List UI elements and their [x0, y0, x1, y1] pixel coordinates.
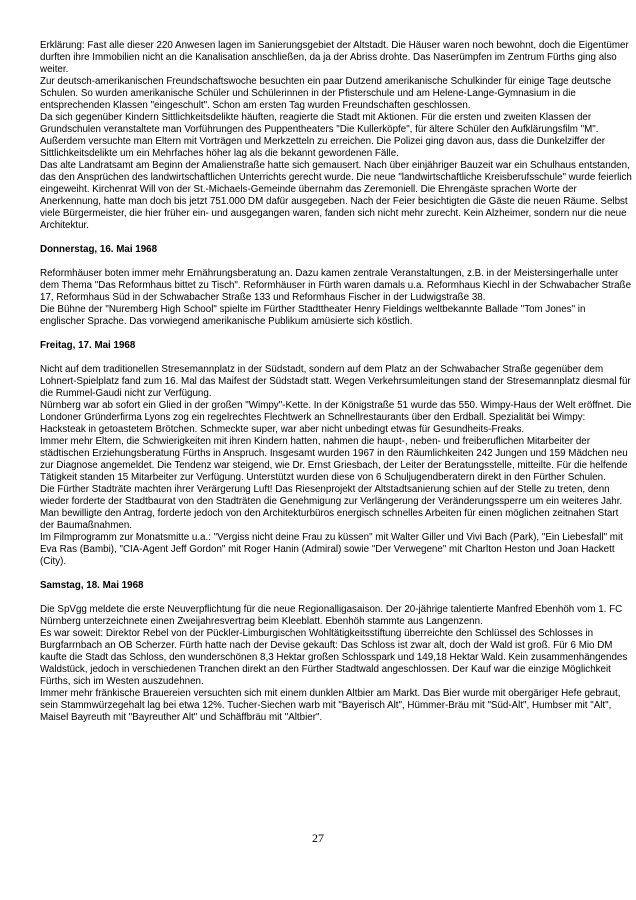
paragraph: Nürnberg war ab sofort ein Glied in der großen "Wimpy"-Kette. In der Königstraße 51 wurde das 550. Wimpy-Haus der Welt eröffnet. Die Londoner Gründerfirma Lyons zog ein regelrechtes Flechtwerk an Schnellrestaurants über den Erdball. Spezialität bei Wimpy: Hacksteak in getoastetem Brötchen. Schmeckte super, war aber nicht unbedingt etwas für Gesundheits-Freaks.: [40, 400, 632, 435]
paragraph: Nicht auf dem traditionellen Stresemannplatz in der Südstadt, sondern auf dem Platz an der Schwabacher Straße gegenüber dem Lohnert-Spielplatz fand zum 16. Mal das Maifest der Südstadt statt. Wegen Verkehrsumleitungen stand der Stresemannplatz diesmal für die Rummel-Gaudi nicht zur Verfügung.: [40, 364, 631, 399]
paragraph: Die SpVgg meldete die erste Neuverpflichtung für die neue Regionalligasaison. Der 20-jährige talentierte Manfred Ebenhöh vom 1. FC Nürnberg unterzeichnete einen Zweijahresvertrag beim Kleeblatt. Ebenhöh stammte aus Langenzenn.: [40, 604, 623, 627]
paragraph: Erklärung: Fast alle dieser 220 Anwesen lagen im Sanierungsgebiet der Altstadt. Die Häuser waren noch bewohnt, doch die Eigentümer durften ihre Immobilien nicht an die Kanalisation anschließen, da ja der Abriss drohte. Das Naserümpfen im Zentrum Fürths ging also weiter.: [40, 40, 629, 75]
date-heading: Samstag, 18. Mai 1968: [40, 580, 144, 591]
paragraph: Da sich gegenüber Kindern Sittlichkeitsdelikte häuften, reagierte die Stadt mit Aktionen. Für die ersten und zweiten Klassen der Grundschulen veranstaltete man Vorführungen des Puppentheaters "Die Kullerköpfe", für ältere Schüler den Aufklärungsfilm "M". Außerdem versuchte man Eltern mit Vorträgen und Merkzetteln zu erreichen. Die Polizei ging davon aus, dass die Dunkelziffer der Sittlichkeitsdelikte um ein Mehrfaches höher lag als die bekannt gewordenen Fälle.: [40, 112, 606, 159]
paragraph: Im Filmprogramm zur Monatsmitte u.a.: "Vergiss nicht deine Frau zu küssen" mit Walter Giller und Vivi Bach (Park), "Ein Liebesfall" mit Eva Ras (Bambi), "CIA-Agent Jeff Gordon" mit Roger Hanin (Admiral) sowie "Der Verwegene" mit Charlton Heston und Joan Hackett (City).: [40, 532, 623, 567]
document-content: [40, 40, 632, 724]
paragraph: Die Bühne der "Nuremberg High School" spielte im Fürther Stadttheater Henry Fieldings weltbekannte Ballade "Tom Jones" in englischer Sprache. Das vorwiegend amerikanische Publikum amüsierte sich köstlich.: [40, 304, 586, 327]
paragraph: Es war soweit: Direktor Rebel von der Pückler-Limburgischen Wohltätigkeitsstiftung überreichte den Schlüssel des Schlosses in Burgfarrnbach an OB Scherzer. Fürth hatte nach der Devise gekauft: Das Schloss ist zwar alt, doch der Wald ist groß. Für 6 Mio DM kaufte die Stadt das Schloss, den wunderschönen 8,3 Hektar großen Schlosspark und 149,18 Hektar Wald. Kein zusammenhängendes Waldstück, jedoch in verschiedenen Tranchen direkt an den Fürther Stadtwald angeschlossen. Der Kauf war die einzige Möglichkeit Fürths, sich im Westen auszudehnen.: [40, 628, 628, 687]
paragraph: Das alte Landratsamt am Beginn der Amalienstraße hatte sich gemausert. Nach über einjähriger Bauzeit war ein Schulhaus entstanden, das den Ansprüchen des landwirtschaftlichen Unterrichts gerecht wurde. Die neue "landwirtschaftliche Kreisberufsschule" wurde feierlich eingeweiht. Kirchenrat Will von der St.-Michaels-Gemeinde übernahm das Zeremoniell. Die Ehrengäste sprachen Worte der Anerkennung, hatte man doch bis jetzt 751.000 DM dafür ausgegeben. Nach der Feier besichtigten die Gäste die neuen Räume. Selbst viele Bürgermeister, die hier früher ein- und ausgegangen waren, fanden sich nicht mehr zurecht. Kein Alzheimer, sondern nur die neue Architektur.: [40, 160, 632, 231]
paragraph: Immer mehr Eltern, die Schwierigkeiten mit ihren Kindern hatten, nahmen die haupt-, neben- und freiberuflichen Mitarbeiter der städtischen Erziehungsberatung Fürths in Anspruch. Insgesamt wurden 1967 in den Räumlichkeiten 242 Jungen und 159 Mädchen neu zur Diagnose angemeldet. Die Tendenz war steigend, wie Dr. Ernst Griesbach, der Leiter der Beratungsstelle, mitteilte. Für die helfende Tätigkeit standen 15 Mitarbeiter zur Verfügung. Unterstützt wurden diese von 6 Schuljugendberatern direkt in den Fürther Schulen.: [40, 436, 628, 483]
paragraph: Reformhäuser boten immer mehr Ernährungsberatung an. Dazu kamen zentrale Veranstaltungen, z.B. in der Meistersingerhalle unter dem Thema "Das Reformhaus bittet zu Tisch". Reformhäuser in Fürth waren damals u.a. Reformhaus Kiechl in der Schwabacher Straße 17, Reformhaus Süd in der Schwabacher Straße 133 und Reformhaus Fischer in der Ludwigstraße 38.: [40, 268, 632, 303]
paragraph: Immer mehr fränkische Brauereien versuchten sich mit einem dunklen Altbier am Markt. Das Bier wurde mit obergäriger Hefe gebraut, sein Stammwürzegehalt lag bei etwa 12%. Tucher-Siechen warb mit "Bayerisch Alt", Hümmer-Bräu mit "Süd-Alt", Humbser mit "Alt", Maisel Bayreuth mit "Bayreuther Alt" und Schäffbräu mit "Altbier".: [40, 688, 621, 723]
page-number: 27: [312, 831, 324, 845]
paragraph: Die Fürther Stadträte machten ihrer Verärgerung Luft! Das Riesenprojekt der Altstadtsanierung schien auf der Stelle zu treten, denn wieder forderte der Stadtbaurat von den Stadträten die Genehmigung zur Verlängerung der Veränderungssperre um ein weiteres Jahr. Man bewilligte den Antrag, forderte jedoch von den Architekturbüros energisch schnelles Arbeiten für einen möglichen zeitnahen Start der Baumaßnahmen.: [40, 484, 623, 531]
date-heading: Donnerstag, 16. Mai 1968: [40, 244, 158, 255]
paragraph: Zur deutsch-amerikanischen Freundschaftswoche besuchten ein paar Dutzend amerikanische Schulkinder für einige Tage deutsche Schulen. So wurden amerikanische Schüler und Schülerinnen in der Pfisterschule und am Helene-Lange-Gymnasium in die entsprechenden Klassen "eingeschult". Schon am ersten Tag wurden Freundschaften geschlossen.: [40, 76, 612, 111]
date-heading: Freitag, 17. Mai 1968: [40, 340, 136, 351]
